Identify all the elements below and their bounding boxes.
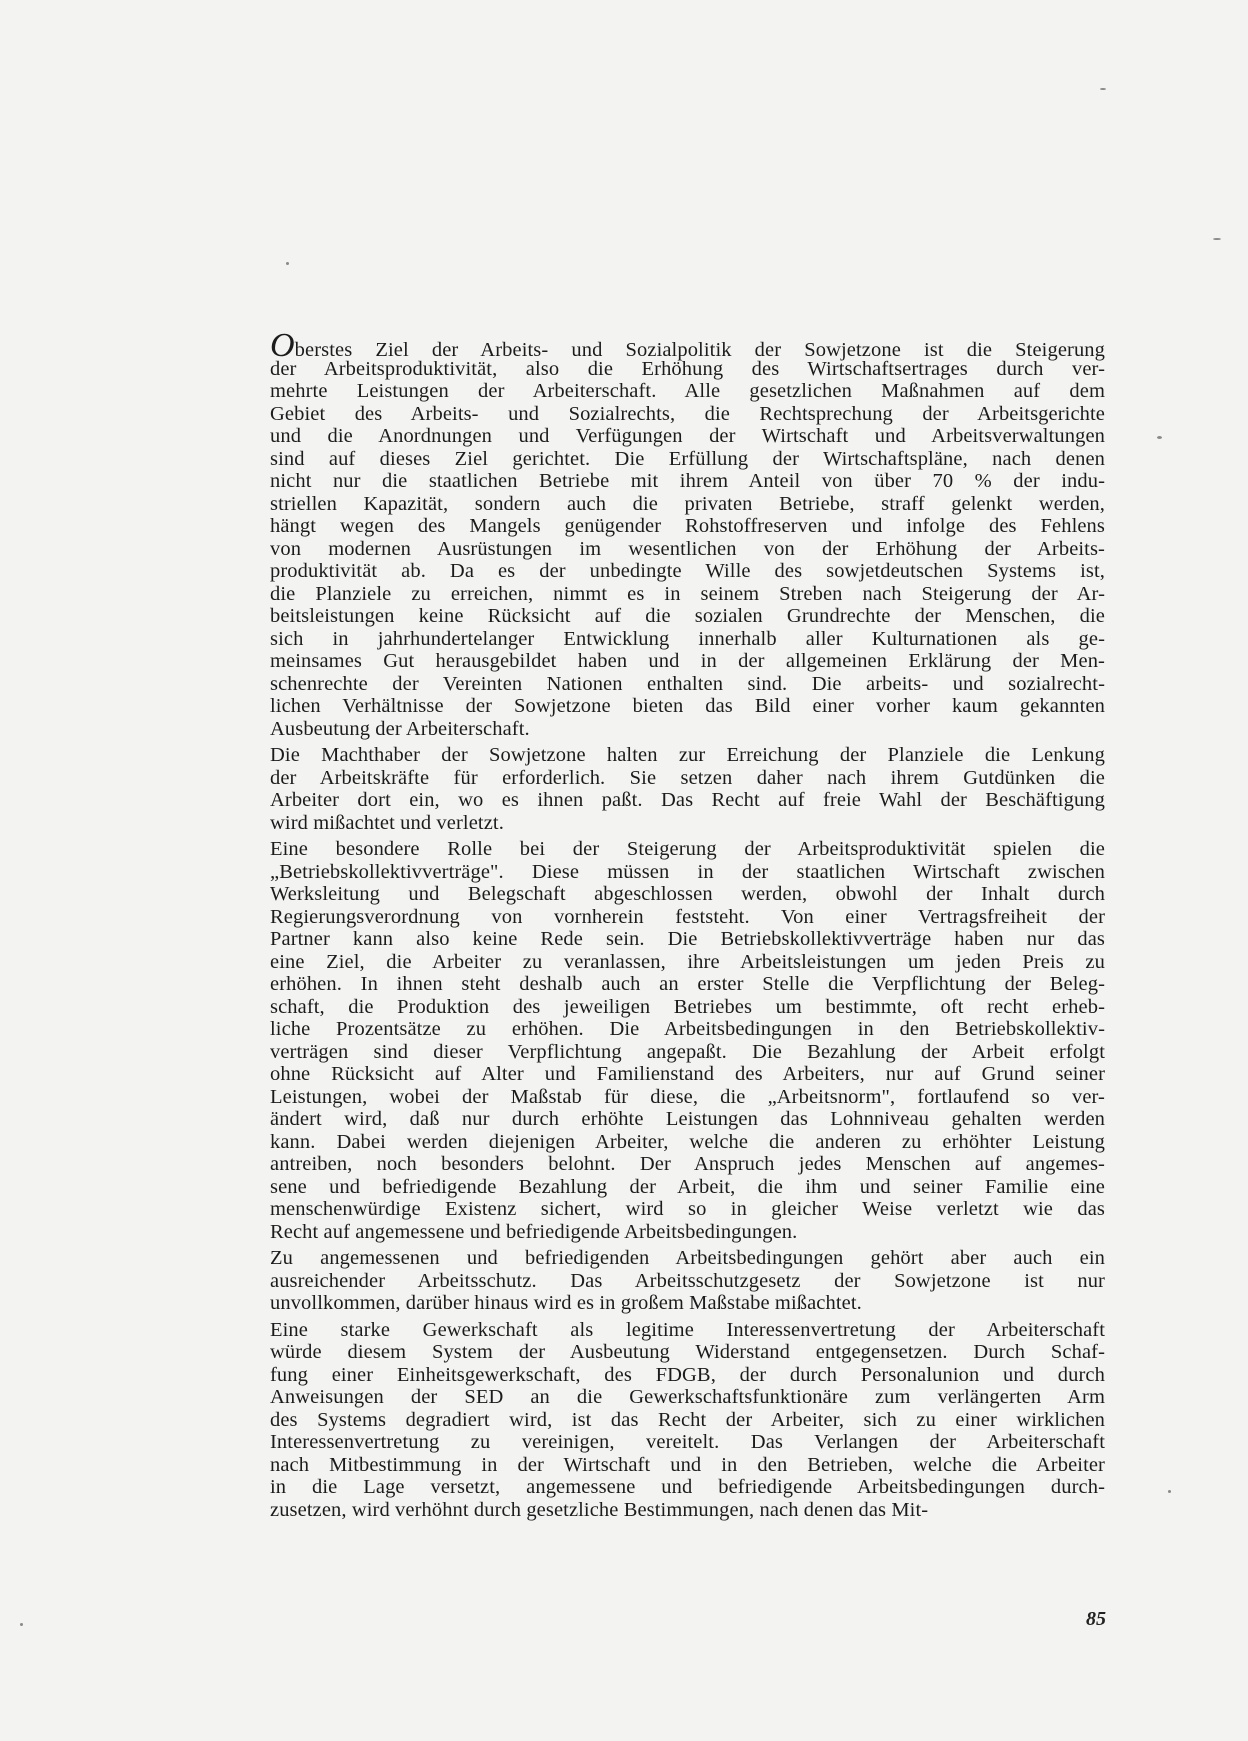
drop-cap: O	[270, 327, 295, 364]
line-text: mehrte Leistungen der Arbeiterschaft. Alle gesetzlichen Maßnahmen auf dem	[270, 380, 1105, 402]
text-line	[270, 1319, 1105, 1342]
text-line	[270, 403, 1105, 426]
text-line	[270, 1454, 1105, 1477]
text-line	[270, 650, 1105, 673]
line-text: Ausbeutung der Arbeiterschaft.	[270, 717, 530, 740]
page-number: 85	[1086, 1608, 1106, 1630]
text-line	[270, 744, 1105, 767]
line-text: und die Anordnungen und Verfügungen der Wirtschaft und Arbeitsverwaltungen	[270, 425, 1105, 447]
text-line	[270, 789, 1105, 812]
line-text: Arbeiter dort ein, wo es ihnen paßt. Das Recht auf freie Wahl der Beschäftigung	[270, 789, 1105, 811]
line-text: „Betriebskollektivverträge". Diese müssen in der staatlichen Wirtschaft zwischen	[270, 860, 1105, 883]
scan-speck	[20, 1623, 23, 1626]
text-line	[270, 1198, 1105, 1221]
line-text: sene und befriedigende Bezahlung der Arbeit, die ihm und seiner Familie eine	[270, 1175, 1105, 1198]
text-line	[270, 1063, 1105, 1086]
line-text: Interessenvertretung zu vereinigen, vereitelt. Das Verlangen der Arbeiterschaft	[270, 1431, 1105, 1453]
line-text: beitsleistungen keine Rücksicht auf die sozialen Grundrechte der Menschen, die	[270, 605, 1105, 627]
text-line	[270, 1176, 1105, 1199]
text-line	[270, 538, 1105, 561]
paragraph	[270, 838, 1105, 1243]
text-line	[270, 1292, 1105, 1315]
line-text: Eine besondere Rolle bei der Steigerung der Arbeitsproduktivität spielen die	[270, 838, 1105, 860]
text-line	[270, 1270, 1105, 1293]
line-text: des Systems degradiert wird, ist das Recht der Arbeiter, sich zu einer wirklichen	[270, 1408, 1105, 1431]
text-line	[270, 951, 1105, 974]
line-text: nach Mitbestimmung in der Wirtschaft und in den Betrieben, welche die Arbeiter	[270, 1453, 1105, 1476]
text-line	[270, 1386, 1105, 1409]
line-text: fung einer Einheitsgewerkschaft, des FDGB, der durch Personalunion und durch	[270, 1363, 1105, 1386]
line-text: meinsames Gut herausgebildet haben und in der allgemeinen Erklärung der Men-	[270, 650, 1105, 672]
line-text: würde diesem System der Ausbeutung Widerstand entgegensetzen. Durch Schaf-	[270, 1341, 1105, 1363]
text-line	[270, 560, 1105, 583]
text-line	[270, 883, 1105, 906]
line-text: Anweisungen der SED an die Gewerkschaftsfunktionäre zum verlängerten Arm	[270, 1386, 1105, 1408]
paragraph	[270, 327, 1105, 740]
line-text: schaft, die Produktion des jeweiligen Betriebes um bestimmte, oft recht erheb-	[270, 995, 1105, 1018]
text-line	[270, 327, 1105, 364]
line-text: striellen Kapazität, sondern auch die privaten Betriebe, straff gelenkt werden,	[270, 492, 1105, 515]
text-line	[270, 1086, 1105, 1109]
scan-speck	[1157, 436, 1162, 439]
line-text: kann. Dabei werden diejenigen Arbeiter, welche die anderen zu erhöhter Leistung	[270, 1130, 1105, 1153]
line-text: sind auf dieses Ziel gerichtet. Die Erfüllung der Wirtschaftspläne, nach denen	[270, 447, 1105, 470]
text-line	[270, 1153, 1105, 1176]
line-text: Eine starke Gewerkschaft als legitime Interessenvertretung der Arbeiterschaft	[270, 1318, 1105, 1341]
line-text: die Planziele zu erreichen, nimmt es in seinem Streben nach Steigerung der Ar-	[270, 582, 1105, 605]
text-line	[270, 605, 1105, 628]
text-line	[270, 1364, 1105, 1387]
line-text: nicht nur die staatlichen Betriebe mit ihrem Anteil von über 70 % der indu-	[270, 470, 1105, 492]
text-line	[270, 493, 1105, 516]
paragraph	[270, 1319, 1105, 1522]
line-text: von modernen Ausrüstungen im wesentlichen von der Erhöhung der Arbeits-	[270, 537, 1105, 560]
text-line	[270, 425, 1105, 448]
text-line	[270, 673, 1105, 696]
text-line	[270, 973, 1105, 996]
scan-speck	[1168, 1490, 1171, 1493]
body-text	[270, 327, 1105, 1525]
line-text: menschenwürdige Existenz sichert, wird so in gleicher Weise verletzt wie das	[270, 1198, 1105, 1220]
text-line	[270, 1431, 1105, 1454]
line-text: in die Lage versetzt, angemessene und befriedigende Arbeitsbedingungen durch-	[270, 1476, 1105, 1498]
line-text: Regierungsverordnung von vornherein feststeht. Von einer Vertragsfreiheit der	[270, 905, 1105, 928]
line-text: wird mißachtet und verletzt.	[270, 811, 504, 834]
text-line	[270, 515, 1105, 538]
text-line	[270, 583, 1105, 606]
text-line	[270, 1476, 1105, 1499]
line-text: antreiben, noch besonders belohnt. Der Anspruch jedes Menschen auf angemes-	[270, 1153, 1105, 1175]
line-text: schenrechte der Vereinten Nationen enthalten sind. Die arbeits- und sozialrecht-	[270, 672, 1105, 695]
text-line	[270, 1018, 1105, 1041]
line-text: ohne Rücksicht auf Alter und Familienstand des Arbeiters, nur auf Grund seiner	[270, 1063, 1105, 1085]
text-line	[270, 1409, 1105, 1432]
text-line	[270, 695, 1105, 718]
text-line	[270, 1221, 1105, 1244]
line-text: Zu angemessenen und befriedigenden Arbeitsbedingungen gehört aber auch ein	[270, 1247, 1105, 1269]
scan-speck	[1213, 238, 1221, 240]
line-text: Die Machthaber der Sowjetzone halten zur Erreichung der Planziele die Lenkung	[270, 744, 1105, 766]
line-text: ändert wird, daß nur durch erhöhte Leistungen das Lohnniveau gehalten werden	[270, 1108, 1105, 1130]
text-line	[270, 1131, 1105, 1154]
text-line	[270, 448, 1105, 471]
text-line	[270, 861, 1105, 884]
text-line	[270, 996, 1105, 1019]
line-text: liche Prozentsätze zu erhöhen. Die Arbeitsbedingungen in den Betriebskollektiv-	[270, 1018, 1105, 1040]
text-line	[270, 718, 1105, 741]
line-text: lichen Verhältnisse der Sowjetzone bieten das Bild einer vorher kaum gekannten	[270, 695, 1105, 717]
line-text: Leistungen, wobei der Maßstab für diese, die „Arbeitsnorm", fortlaufend so ver-	[270, 1085, 1105, 1108]
line-text: verträgen sind dieser Verpflichtung angepaßt. Die Bezahlung der Arbeit erfolgt	[270, 1040, 1105, 1063]
line-text: zusetzen, wird verhöhnt durch gesetzliche Bestimmungen, nach denen das Mit-	[270, 1498, 929, 1521]
text-line	[270, 812, 1105, 835]
text-line	[270, 767, 1105, 790]
line-text: berstes Ziel der Arbeits- und Sozialpolitik der Sowjetzone ist die Steigerung	[294, 339, 1105, 361]
text-line	[270, 628, 1105, 651]
text-line	[270, 1108, 1105, 1131]
line-text: Werksleitung und Belegschaft abgeschlossen werden, obwohl der Inhalt durch	[270, 883, 1105, 905]
line-text: unvollkommen, darüber hinaus wird es in großem Maßstabe mißachtet.	[270, 1292, 862, 1314]
line-text: erhöhen. In ihnen steht deshalb auch an erster Stelle die Verpflichtung der Beleg-	[270, 973, 1105, 995]
text-line	[270, 1247, 1105, 1270]
line-text: der Arbeitsproduktivität, also die Erhöhung des Wirtschaftsertrages durch ver-	[270, 357, 1105, 380]
line-text: ausreichender Arbeitsschutz. Das Arbeitsschutzgesetz der Sowjetzone ist nur	[270, 1269, 1105, 1292]
text-line	[270, 1499, 1105, 1522]
text-line	[270, 906, 1105, 929]
paragraph	[270, 744, 1105, 834]
text-line	[270, 358, 1105, 381]
text-line	[270, 1341, 1105, 1364]
line-text: der Arbeitskräfte für erforderlich. Sie setzen daher nach ihrem Gutdünken die	[270, 766, 1105, 789]
text-line	[270, 928, 1105, 951]
line-text: hängt wegen des Mangels genügender Rohstoffreserven und infolge des Fehlens	[270, 515, 1105, 537]
scan-speck	[286, 262, 289, 265]
text-line	[270, 470, 1105, 493]
scan-speck	[1100, 88, 1106, 90]
line-text: sich in jahrhundertelanger Entwicklung innerhalb aller Kulturnationen als ge-	[270, 627, 1105, 650]
paragraph	[270, 1247, 1105, 1315]
line-text: Partner kann also keine Rede sein. Die Betriebskollektivverträge haben nur das	[270, 928, 1105, 950]
line-text: Gebiet des Arbeits- und Sozialrechts, die Rechtsprechung der Arbeitsgerichte	[270, 402, 1105, 425]
line-text: Recht auf angemessene und befriedigende Arbeitsbedingungen.	[270, 1220, 798, 1243]
text-line	[270, 380, 1105, 403]
line-text: eine Ziel, die Arbeiter zu veranlassen, ihre Arbeitsleistungen um jeden Preis zu	[270, 950, 1105, 973]
line-text: produktivität ab. Da es der unbedingte Wille des sowjetdeutschen Systems ist,	[270, 560, 1105, 582]
text-line	[270, 1041, 1105, 1064]
text-line	[270, 838, 1105, 861]
